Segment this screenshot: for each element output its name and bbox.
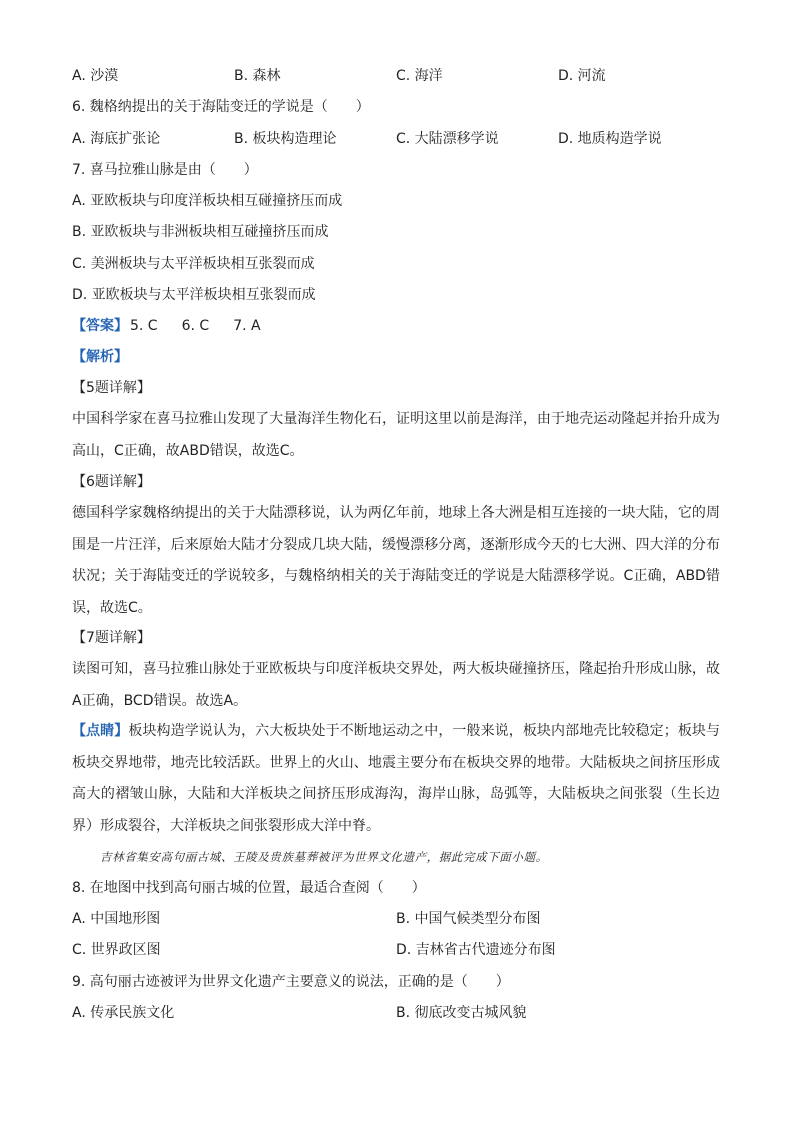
q6-stem: 6. 魏格纳提出的关于海陆变迁的学说是（ ） (72, 99, 370, 115)
q6-option-a: A. 海底扩张论 (72, 131, 161, 147)
q7-option-a: A. 亚欧板块与印度洋板块相互碰撞挤压而成 (72, 193, 343, 209)
q5-option-d: D. 河流 (558, 68, 606, 84)
q8-option-d: D. 吉林省古代遗迹分布图 (396, 942, 556, 958)
q8-stem: 8. 在地图中找到高句丽古城的位置，最适合查阅（ ） (72, 880, 426, 896)
detail6-text: 德国科学家魏格纳提出的关于大陆漂移说，认为两亿年前，地球上各大洲是相互连接的一块大陆，它的周围是一片汪洋，后来原始大陆才分裂成几块大陆，缓慢漂移分离，逐渐形成今天的七大洲、四大洋的分布状况；关于海陆变迁的学说较多，与魏格纳相关的关于海陆变迁的学说是大陆漂移学说。C正确，ABD错误，故选C。 (72, 505, 720, 616)
q8-option-c: C. 世界政区图 (72, 942, 161, 958)
q5-option-b: B. 森林 (234, 68, 281, 84)
q6-option-b: B. 板块构造理论 (234, 131, 337, 147)
tip-label: 【点睛】 (72, 723, 129, 739)
detail7-text: 读图可知，喜马拉雅山脉处于亚欧板块与印度洋板块交界处，两大板块碰撞挤压，隆起抬升形成山脉，故A正确，BCD错误。故选A。 (72, 661, 720, 709)
answer-row (72, 316, 285, 336)
group-intro: 吉林省集安高句丽古城、王陵及贵族墓葬被评为世界文化遗产，据此完成下面小题。 (100, 850, 548, 864)
detail7-label: 【7题详解】 (72, 630, 151, 646)
q8-option-b: B. 中国气候类型分布图 (396, 911, 541, 927)
q7-stem: 7. 喜马拉雅山脉是由（ ） (72, 162, 258, 178)
q7-option-c: C. 美洲板块与太平洋板块相互张裂而成 (72, 256, 315, 272)
analysis-label: 【解析】 (72, 349, 128, 365)
q5-option-a: A. 沙漠 (72, 68, 119, 84)
q5-option-c: C. 海洋 (396, 68, 443, 84)
q7-option-b: B. 亚欧板块与非洲板块相互碰撞挤压而成 (72, 224, 329, 240)
detail6-label: 【6题详解】 (72, 474, 151, 490)
q6-option-d: D. 地质构造学说 (558, 131, 662, 147)
q7-option-d: D. 亚欧板块与太平洋板块相互张裂而成 (72, 287, 316, 303)
detail5-label: 【5题详解】 (72, 380, 151, 396)
tip-text: 板块构造学说认为，六大板块处于不断地运动之中，一般来说，板块内部地壳比较稳定；板块与板块交界地带，地壳比较活跃。世界上的火山、地震主要分布在板块交界的地带。大陆板块之间挤压形成高大的褶皱山脉，大陆和大洋板块之间挤压形成海沟，海岸山脉，岛弧等，大陆板块之间张裂（生长边界）形成裂谷，大洋板块之间张裂形成大洋中脊。 (72, 723, 721, 834)
q9-option-a: A. 传承民族文化 (72, 1005, 175, 1021)
q8-option-a: A. 中国地形图 (72, 911, 161, 927)
q9-option-b: B. 彻底改变古城风貌 (396, 1005, 527, 1021)
q6-option-c: C. 大陆漂移学说 (396, 131, 499, 147)
answer-7: 7. A (233, 318, 261, 334)
answer-label: 【答案】 (72, 318, 128, 334)
answer-6: 6. C (181, 318, 210, 334)
answer-5: 5. C (130, 318, 158, 334)
detail5-text: 中国科学家在喜马拉雅山发现了大量海洋生物化石，证明这里以前是海洋，由于地壳运动隆起并抬升成为高山，C正确，故ABD错误，故选C。 (72, 411, 720, 459)
tip-block (72, 716, 720, 842)
q9-stem: 9. 高句丽古迹被评为世界文化遗产主要意义的说法，正确的是（ ） (72, 974, 510, 990)
